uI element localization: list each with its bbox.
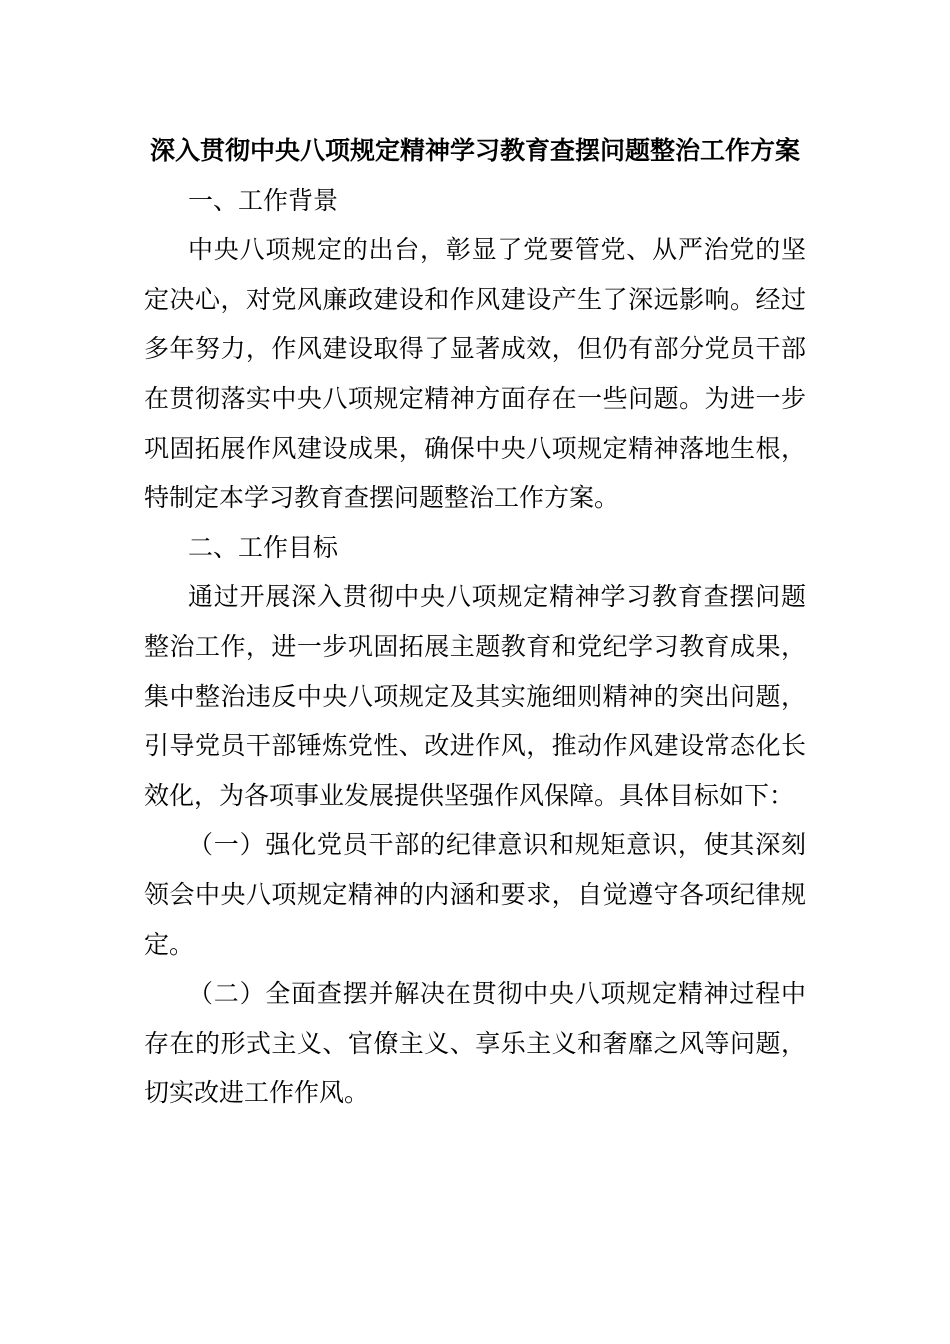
document-title: 深入贯彻中央八项规定精神学习教育查摆问题整治工作方案: [149, 136, 800, 165]
section-heading-background: 一、工作背景: [188, 185, 339, 215]
background-paragraph: 中央八项规定的出台，彰显了党要管党、从严治党的坚定决心，对党风廉政建设和作风建设产生了深远影响。经过多年努力，作风建设取得了显著成效，但仍有部分党员干部在贯彻落实中央八项规定精神方面存在一些问题。为进一步巩固拓展作风建设成果，确保中央八项规定精神落地生根，特制定本学习教育查摆问题整治工作方案。: [144, 235, 806, 513]
section-heading-goals: 二、工作目标: [188, 532, 339, 562]
goals-paragraph: 通过开展深入贯彻中央八项规定精神学习教育查摆问题整治工作，进一步巩固拓展主题教育和党纪学习教育成果，集中整治违反中央八项规定及其实施细则精神的突出问题，引导党员干部锤炼党性、改进作风，推动作风建设常态化长效化，为各项事业发展提供坚强作风保障。具体目标如下：: [144, 582, 806, 810]
goal-item-1: （一）强化党员干部的纪律意识和规矩意识，使其深刻领会中央八项规定精神的内涵和要求，自觉遵守各项纪律规定。: [144, 830, 806, 959]
goal-item-2: （二）全面查摆并解决在贯彻中央八项规定精神过程中存在的形式主义、官僚主义、享乐主义和奢靡之风等问题，切实改进工作作风。: [144, 979, 806, 1108]
document-body: [144, 126, 806, 1118]
